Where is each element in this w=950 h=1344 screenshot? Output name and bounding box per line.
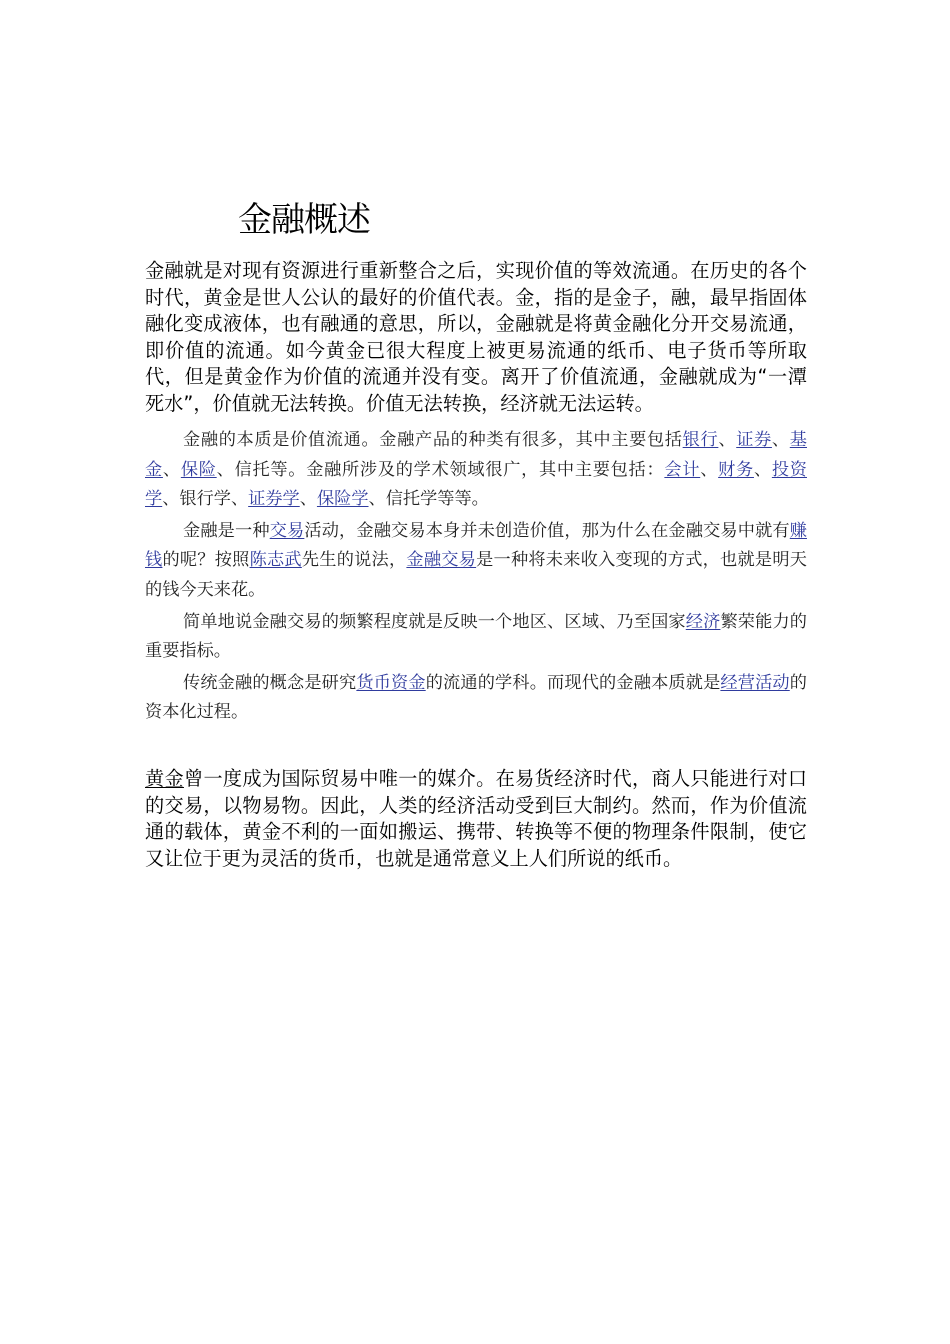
link-investment[interactable]: 投资学: [145, 459, 807, 510]
link-securities-study[interactable]: 证券学: [248, 489, 300, 510]
text-run: 、信托学等等。: [368, 489, 489, 510]
link-economy[interactable]: 经济: [685, 611, 721, 632]
link-insurance-study[interactable]: 保险学: [316, 489, 369, 510]
body-section: [145, 426, 807, 728]
text-run: 曾一度成为国际贸易中唯一的媒介。在易货经济时代，商人只能进行对口的交易，以物易物。因此，人类的经济活动受到巨大制约。然而，作为价值流通的载体，黄金不利的一面如搬运、携带、转换等不便的物理条件限制，使它又让位于更为灵活的货币，也就是通常意义上人们所说的纸币。: [145, 767, 808, 870]
text-run: 金融是一种: [183, 520, 270, 541]
text-run: 是一种将未来收入变现的方式，也就是明天的钱今天来花。: [145, 550, 807, 600]
link-securities[interactable]: 证券: [736, 430, 772, 450]
text-run: 传统金融的概念是研究: [183, 672, 357, 693]
gold-paragraph: [145, 766, 807, 872]
link-funds[interactable]: 货币资金: [356, 672, 426, 693]
text-run: 的资本化过程。: [145, 672, 807, 723]
separator: 、: [162, 459, 181, 480]
paragraph-frequency: [145, 608, 807, 667]
separator: 、: [700, 459, 719, 480]
link-bank[interactable]: 银行: [682, 430, 719, 450]
text-run: 活动，金融交易本身并未创造价值，那为什么在金融交易中就有: [304, 520, 790, 541]
link-fund[interactable]: 基金: [145, 430, 807, 480]
text-run: 的呢？按照: [162, 550, 250, 571]
link-financial-trade[interactable]: 金融交易: [406, 550, 477, 571]
text-run: 、信托等。金融所涉及的学术领域很广，其中主要包括：: [216, 459, 665, 480]
link-insurance[interactable]: 保险: [180, 459, 217, 480]
intro-paragraph: 金融就是对现有资源进行重新整合之后，实现价值的等效流通。在历史的各个时代，黄金是世人公认的最好的价值代表。金，指的是金子，融，最早指固体融化变成液体，也有融通的意思，所以，金融就是将黄金融化分开交易流通，即价值的流通。如今黄金已很大程度上被更易流通的纸币、电子货币等所取代，但是黄金作为价值的流通并没有变。离开了价值流通，金融就成为“一潭死水”，价值就无法转换。价值无法转换，经济就无法运转。: [145, 259, 807, 415]
link-accounting[interactable]: 会计: [664, 459, 701, 480]
link-operations[interactable]: 经营活动: [720, 672, 790, 693]
separator: 、: [771, 430, 790, 450]
text-run: 繁荣能力的重要指标。: [145, 611, 807, 662]
link-profit[interactable]: 赚钱: [145, 520, 807, 571]
link-person[interactable]: 陈志武: [249, 550, 302, 571]
text-run: 先生的说法，: [301, 550, 407, 571]
separator: 、: [299, 489, 317, 510]
separator: 、: [718, 430, 737, 450]
text-run: 金融的本质是价值流通。金融产品的种类有很多，其中主要包括: [183, 430, 683, 450]
link-gold[interactable]: 黄金: [145, 767, 184, 790]
text-run: 简单地说金融交易的频繁程度就是反映一个地区、区域、乃至国家: [183, 611, 686, 632]
paragraph-trade: [145, 517, 807, 606]
paragraph-essence: [145, 426, 807, 515]
paragraph-concept: [145, 669, 807, 728]
page-title: 金融概述: [238, 200, 370, 240]
text-run: 、银行学、: [162, 489, 249, 510]
text-run: 的流通的学科。而现代的金融本质就是: [425, 672, 721, 693]
link-trade[interactable]: 交易: [269, 520, 305, 541]
link-finance[interactable]: 财务: [718, 459, 754, 480]
separator: 、: [753, 459, 772, 480]
